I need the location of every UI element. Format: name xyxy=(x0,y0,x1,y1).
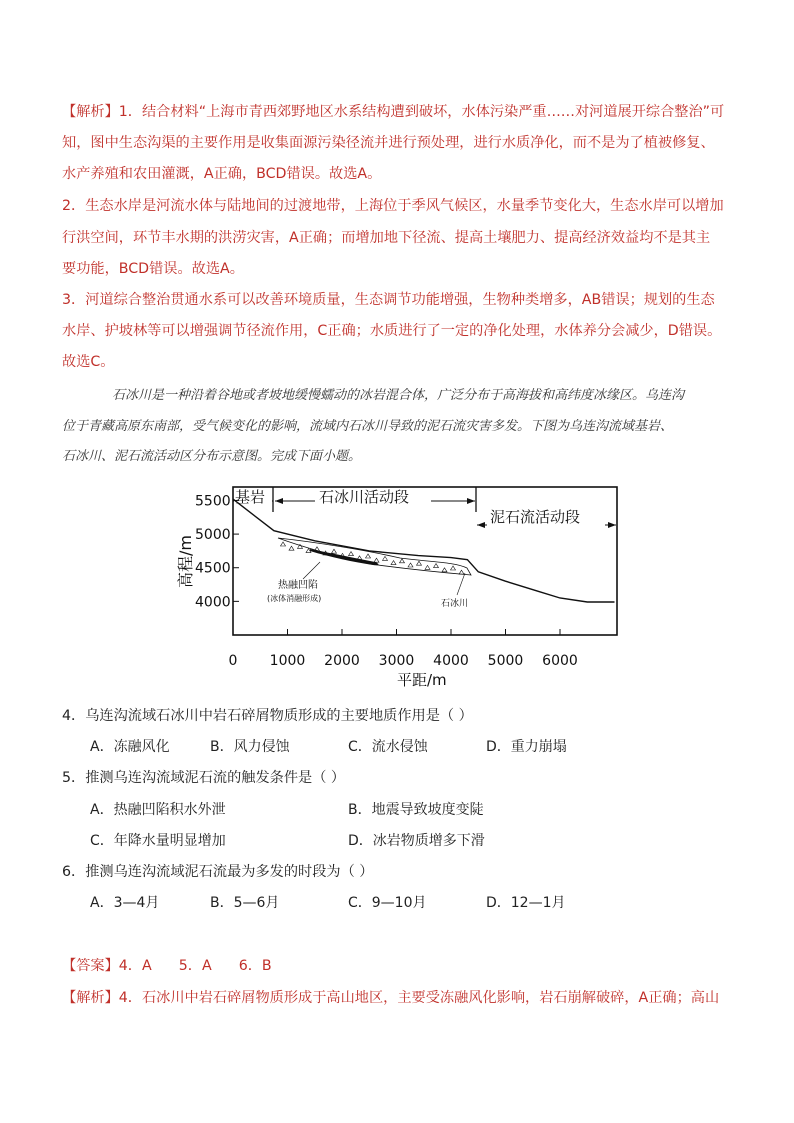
analysis-line: 2．生态水岸是河流水体与陆地间的过渡地带，上海位于季风气候区，水量季节变化大，生态水岸可以增加 xyxy=(62,198,724,214)
arrowhead xyxy=(477,522,485,528)
analysis-line: 3．河道综合整治贯通水系可以改善环境质量，生态调节功能增强，生物种类增多，AB错误；规划的生态 xyxy=(62,292,715,308)
arrowhead xyxy=(467,498,475,504)
option-c[interactable]: C．年降水量明显增加 xyxy=(90,833,226,849)
elevation-profile-chart xyxy=(175,482,625,692)
analysis-line: 故选C。 xyxy=(62,354,115,370)
annotation-leader xyxy=(303,562,320,579)
question-stem: 6．推测乌连沟流域泥石流最为多发的时段为（ ） xyxy=(62,864,374,880)
annotation-leader xyxy=(457,573,465,595)
arrowhead xyxy=(608,522,616,528)
annotation-thermokarst-note: (冰体消融形成) xyxy=(267,594,322,603)
x-tick-label: 0 xyxy=(228,653,238,669)
question-stem: 4．乌连沟流域石冰川中岩石碎屑物质形成的主要地质作用是（ ） xyxy=(62,708,473,724)
option-d[interactable]: D．重力崩塌 xyxy=(486,739,567,755)
x-tick-label: 4000 xyxy=(433,653,469,669)
answer-label: 【答案】 xyxy=(62,958,119,974)
rock-triangle xyxy=(289,546,294,550)
arrowhead xyxy=(275,498,283,504)
y-tick-label: 4000 xyxy=(195,594,231,611)
x-tick-label: 5000 xyxy=(487,653,524,669)
x-tick-label: 3000 xyxy=(378,653,415,669)
analysis-line: 【解析】1．结合材料“上海市青西郊野地区水系结构遭到破坏，水体污染严重……对河道展开综合整治”可 xyxy=(62,104,725,120)
question-stem: 5．推测乌连沟流域泥石流的触发条件是（ ） xyxy=(62,770,346,786)
annotation-rock-glacier: 石冰川 xyxy=(441,599,469,609)
y-tick-label: 5000 xyxy=(195,527,231,544)
intro-line: 位于青藏高原东南部，受气候变化的影响，流域内石冰川导致的泥石流灾害多发。下图为乌连沟流域基岩、 xyxy=(62,419,674,434)
option-a[interactable]: A．热融凹陷积水外泄 xyxy=(90,802,226,818)
annotation-thermokarst: 热融凹陷 xyxy=(278,580,318,591)
analysis-line-2: 【解析】4．石冰川中岩石碎屑物质形成于高山地区，主要受冻融风化影响，岩石崩解破碎，A正确；高山 xyxy=(62,990,720,1006)
option-b[interactable]: B．地震导致坡度变陡 xyxy=(348,802,484,818)
option-d[interactable]: D．12—1月 xyxy=(486,895,566,911)
option-a[interactable]: A．3—4月 xyxy=(90,895,160,911)
x-tick-label: 6000 xyxy=(542,653,578,669)
segment-label-debris-flow: 泥石流活动段 xyxy=(490,508,581,526)
answer-line xyxy=(62,956,272,976)
analysis-line: 行洪空间，环节丰水期的洪涝灾害，A正确；而增加地下径流、提高土壤肥力、提高经济效益均不是其主 xyxy=(62,230,711,246)
rock-triangle xyxy=(281,542,286,546)
y-tick-label: 5500 xyxy=(195,493,231,510)
segment-label-bedrock: 基岩 xyxy=(235,488,266,506)
y-axis-label: 高程/m xyxy=(176,535,195,588)
option-b[interactable]: B．风力侵蚀 xyxy=(210,739,290,755)
option-a[interactable]: A．冻融风化 xyxy=(90,739,170,755)
x-axis-label: 平距/m xyxy=(397,671,447,689)
intro-line: 石冰川、泥石流活动区分布示意图。完成下面小题。 xyxy=(62,449,362,464)
answer-text: 4．A 5．A 6．B xyxy=(118,958,272,974)
y-tick-label: 4500 xyxy=(195,560,231,577)
option-b[interactable]: B．5—6月 xyxy=(210,895,280,911)
x-tick-label: 1000 xyxy=(269,653,306,669)
analysis-line: 知，图中生态沟渠的主要作用是收集面源污染径流并进行预处理，进行水质净化，而不是为了植被修复、 xyxy=(62,135,715,151)
analysis-line: 要功能，BCD错误。故选A。 xyxy=(62,261,244,277)
intro-line: 石冰川是一种沿着谷地或者坡地缓慢蠕动的冰岩混合体，广泛分布于高海拔和高纬度冰缘区。乌连沟 xyxy=(112,388,685,403)
option-c[interactable]: C．9—10月 xyxy=(348,895,427,911)
option-c[interactable]: C．流水侵蚀 xyxy=(348,739,428,755)
analysis-line: 水岸、护坡林等可以增强调节径流作用，C正确；水质进行了一定的净化处理，水体养分会减少，D错误。 xyxy=(62,323,722,339)
x-tick-label: 2000 xyxy=(324,653,360,669)
option-d[interactable]: D．冰岩物质增多下滑 xyxy=(348,833,485,849)
segment-label-rock-glacier: 石冰川活动段 xyxy=(319,488,410,506)
analysis-line: 水产养殖和农田灌溉，A正确，BCD错误。故选A。 xyxy=(62,166,382,182)
